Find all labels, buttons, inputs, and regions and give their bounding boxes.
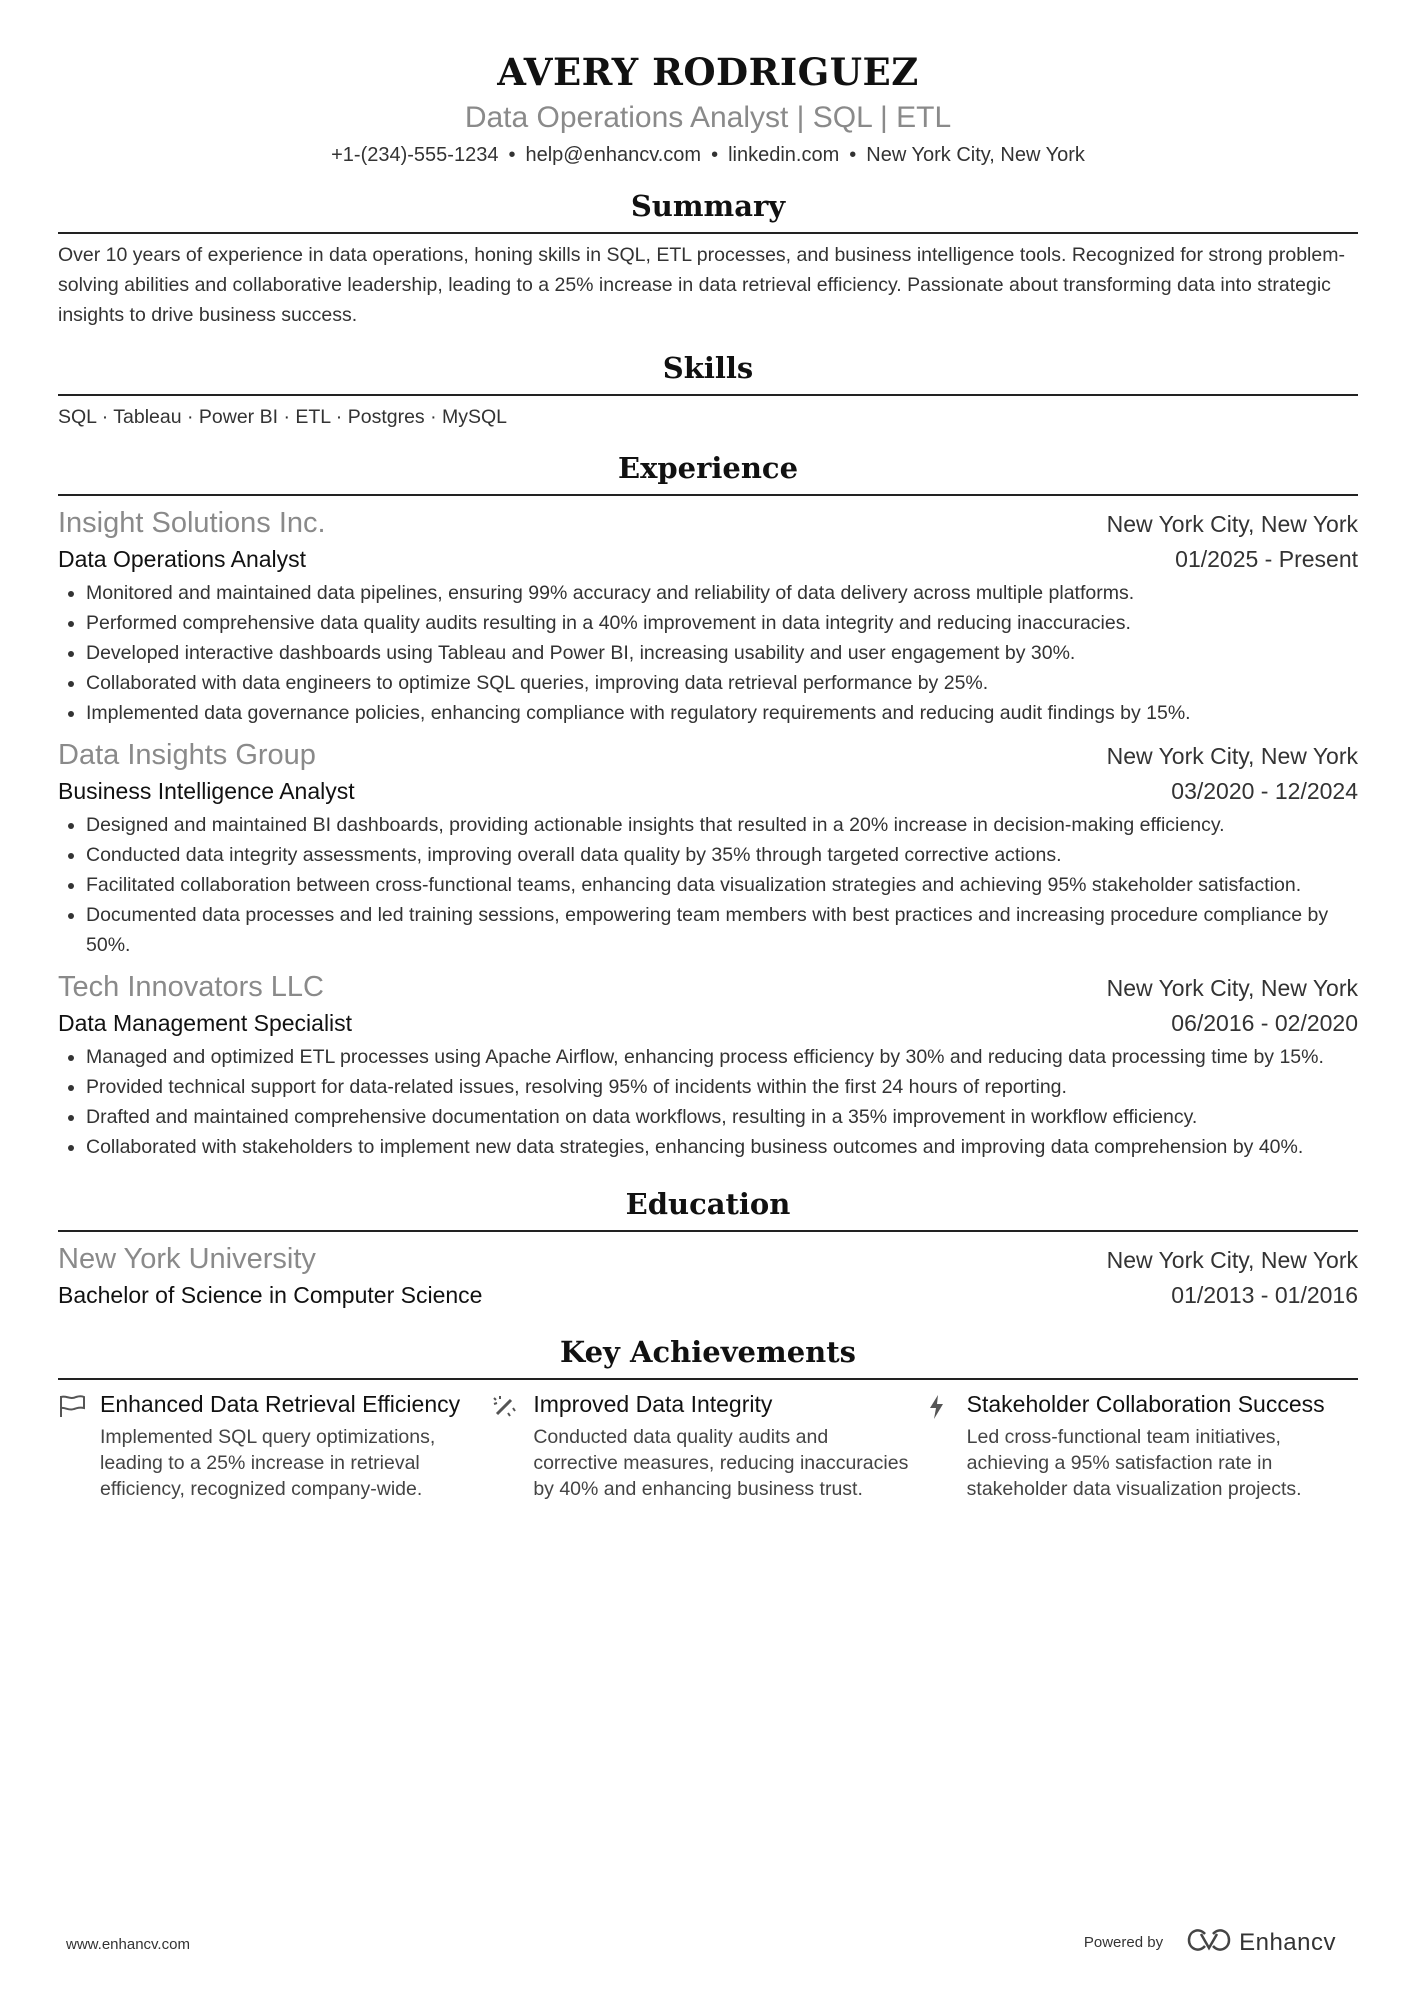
job-dates: 03/2020 - 12/2024 (1171, 778, 1358, 804)
achievement-item (491, 1390, 924, 1502)
bullet-item: • Developed interactive dashboards using Tableau and Power BI, increasing usability and user engagement by 30%. (86, 638, 1358, 668)
experience-entry (58, 504, 1358, 728)
magic-wand-icon (491, 1390, 533, 1502)
job-dates: 06/2016 - 02/2020 (1171, 1010, 1358, 1036)
contact-location: New York City, New York (866, 144, 1085, 166)
summary-text: Over 10 years of experience in data operations, honing skills in SQL, ETL processes, and business intelligence tools. Recognized for strong problem-solving abilities and collaborative leadership, leading to a 25% increase in data retrieval efficiency. Passionate about transforming data into strategic insights to drive business success. (58, 244, 1345, 326)
education-section (58, 1184, 1358, 1312)
separator-dot: • (711, 144, 719, 166)
achievements-grid (58, 1390, 1358, 1502)
experience-section (58, 448, 1358, 1162)
contact-email[interactable]: help@enhancv.com (525, 144, 702, 166)
job-bullets (58, 1042, 1358, 1162)
experience-entry (58, 968, 1358, 1162)
powered-by-label: Powered by (1083, 1934, 1164, 1951)
bullet-item: • Drafted and maintained comprehensive documentation on data workflows, resulting in a 35% improvement in workflow efficiency. (86, 1102, 1358, 1132)
achievement-desc: Conducted data quality audits and corrective measures, reducing inaccuracies by 40% and enhancing business trust. (533, 1426, 909, 1500)
achievements-section (58, 1332, 1358, 1502)
bullet-item: • Facilitated collaboration between cross-functional teams, enhancing data visualization strategies and achieving 95% stakeholder satisfaction. (86, 870, 1358, 900)
job-bullets (58, 810, 1358, 960)
section-title-achievements: Key Achievements (58, 1332, 1358, 1380)
contact-linkedin[interactable]: linkedin.com (728, 144, 840, 166)
enhancv-logo-icon (1187, 1928, 1231, 1957)
footer-branding (1084, 1928, 1336, 1957)
bullet-item: • Conducted data integrity assessments, improving overall data quality by 35% through targeted corrective actions. (86, 840, 1358, 870)
contact-phone[interactable]: +1-(234)-555-1234 (331, 144, 499, 166)
achievement-desc: Led cross-functional team initiatives, achieving a 95% satisfaction rate in stakeholder data visualization projects. (966, 1426, 1302, 1500)
company-name: Data Insights Group (58, 739, 316, 771)
job-dates: 01/2025 - Present (1175, 546, 1358, 572)
achievement-title: Enhanced Data Retrieval Efficiency (100, 1391, 461, 1417)
bullet-item: • Documented data processes and led training sessions, empowering team members with best practices and increasing procedure compliance by 50%. (86, 900, 1358, 960)
section-title-summary: Summary (58, 186, 1358, 234)
section-title-experience: Experience (58, 448, 1358, 496)
education-entry (58, 1240, 1358, 1312)
brand-name[interactable]: Enhancv (1239, 1928, 1336, 1956)
bullet-item: • Collaborated with stakeholders to implement new data strategies, enhancing business outcomes and improving data comprehension by 40%. (86, 1132, 1358, 1162)
bullet-item: • Managed and optimized ETL processes using Apache Airflow, enhancing process efficiency by 30% and reducing data processing time by 15%. (86, 1042, 1358, 1072)
education-dates: 01/2013 - 01/2016 (1171, 1282, 1358, 1308)
bullet-item: • Implemented data governance policies, enhancing compliance with regulatory requirements and reducing audit findings by 15%. (86, 698, 1358, 728)
summary-section (58, 186, 1358, 330)
contact-line (58, 140, 1358, 170)
degree: Bachelor of Science in Computer Science (58, 1282, 483, 1308)
flag-icon (58, 1390, 100, 1502)
candidate-headline: Data Operations Analyst | SQL | ETL (464, 101, 952, 134)
bullet-item: • Monitored and maintained data pipelines, ensuring 99% accuracy and reliability of data delivery across multiple platforms. (86, 578, 1358, 608)
bullet-item: • Performed comprehensive data quality audits resulting in a 40% improvement in data integrity and reducing inaccuracies. (86, 608, 1358, 638)
separator-dot: • (508, 144, 516, 166)
section-title-skills: Skills (58, 348, 1358, 396)
footer-website[interactable]: www.enhancv.com (66, 1936, 190, 1953)
achievement-desc: Implemented SQL query optimizations, leading to a 25% increase in retrieval efficiency, recognized company-wide. (100, 1426, 436, 1500)
achievement-item (925, 1390, 1358, 1502)
company-name: Tech Innovators LLC (58, 971, 324, 1003)
job-location: New York City, New York (1106, 975, 1358, 1001)
job-location: New York City, New York (1106, 743, 1358, 769)
job-location: New York City, New York (1106, 511, 1358, 537)
bullet-item: • Designed and maintained BI dashboards, providing actionable insights that resulted in a 20% increase in decision-making efficiency. (86, 810, 1358, 840)
achievement-item (58, 1390, 491, 1502)
separator-dot: • (849, 144, 857, 166)
job-title: Data Operations Analyst (58, 546, 307, 572)
job-bullets (58, 578, 1358, 728)
skills-list: SQL · Tableau · Power BI · ETL · Postgres · MySQL (58, 406, 508, 428)
bullet-item: • Collaborated with data engineers to optimize SQL queries, improving data retrieval performance by 25%. (86, 668, 1358, 698)
job-title: Business Intelligence Analyst (58, 778, 355, 804)
bullet-item: • Provided technical support for data-related issues, resolving 95% of incidents within the first 24 hours of reporting. (86, 1072, 1358, 1102)
skills-section (58, 348, 1358, 432)
school-name: New York University (58, 1243, 316, 1275)
school-location: New York City, New York (1106, 1247, 1358, 1273)
candidate-name: AVERY RODRIGUEZ (497, 50, 919, 94)
lightning-icon (925, 1390, 967, 1502)
achievement-title: Improved Data Integrity (533, 1391, 773, 1417)
job-title: Data Management Specialist (58, 1010, 353, 1036)
experience-entry (58, 736, 1358, 960)
section-title-education: Education (58, 1184, 1358, 1232)
resume-page (58, 44, 1358, 1502)
achievement-title: Stakeholder Collaboration Success (966, 1391, 1325, 1417)
company-name: Insight Solutions Inc. (58, 507, 326, 539)
